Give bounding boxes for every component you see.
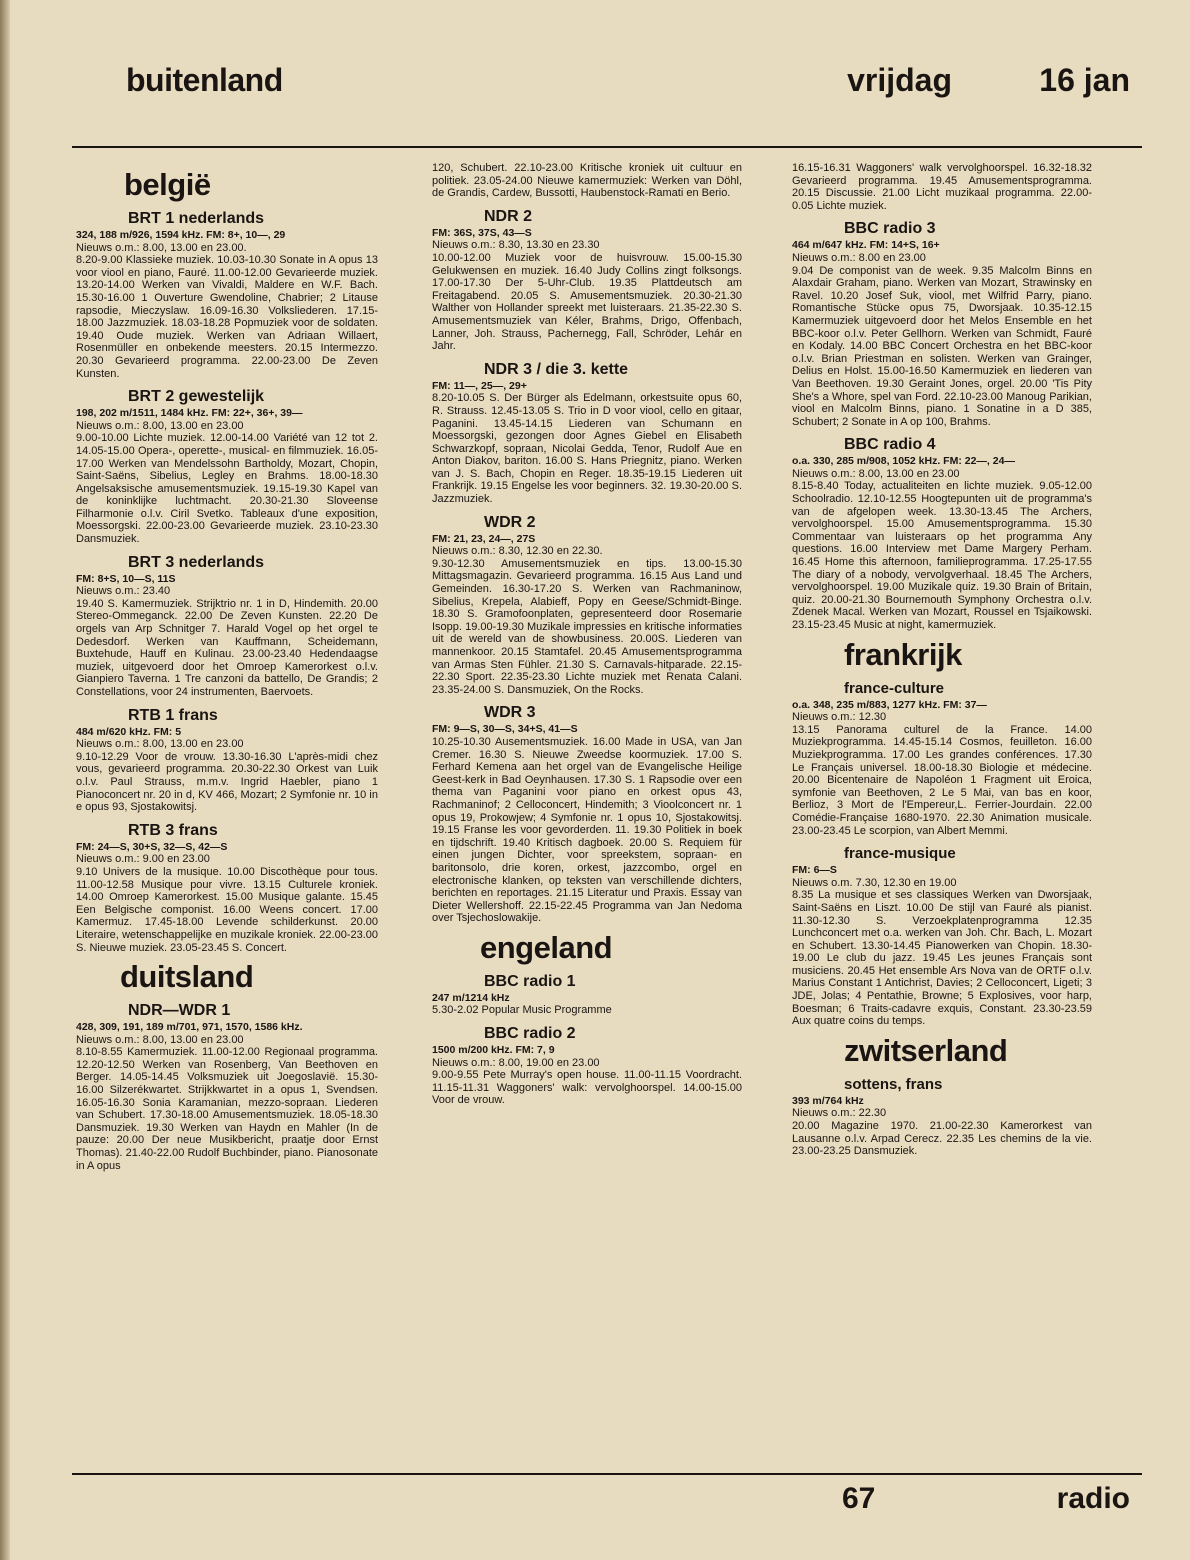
country-heading-duitsland: duitsland <box>120 959 254 995</box>
station-ndr3: NDR 3 / die 3. kette <box>484 360 629 378</box>
country-heading-belgie: belgië <box>124 167 211 202</box>
station-freq: FM: 11—, 25—, 29+ <box>432 379 527 392</box>
station-program: 13.15 Panorama culturel de la France. 14.00 Muziekprogramma. 14.45-15.14 Cosmos, feuilleton. 16.00 Muziekprogramma. 17.00 Les grandes conférences. 17.30 Le Français universel. 18.00-18.30 Biologie et médecine. 20.00 Bicentenaire de Napoléon 1 Fragment uit Eroica, symfonie van Beethoven, 2 Le 5 Mai, van bas en koor, Berlioz, 3 Mort de l'Empereur,L. Ferrier-Jourdain. 22.00 Comédie-Française 1680-1970. 22.30 Animation musicale. 23.00-23.45 Le scorpion, van Albert Memmi. <box>792 723 1092 837</box>
station-program: 9.04 De componist van de week. 9.35 Malcolm Binns en Alaxdair Graham, piano. Werken van Mozart, Strawinsky en Ravel. 10.20 Josef Suk, viool, met Wilfrid Parry, piano. Romantische Stücke opus 75, Dworsjaak. 10.35-12.15 Kamermuziek uitgevoerd door het Melos Ensemble en het BBC-koor o.l.v. Peter Gellhorn. Werken van Schmidt, Fauré en Kodaly. 14.00 BBC Concert Orchestra en het BBC-koor o.l.v. Brian Priestman en solisten. Werken van Grainger, Delius en Holst. 15.00-16.50 Kamermuziek en liederen van Van Beethoven. 19.30 Geraint Jones, orgel. 20.00 'Tis Pity She's a Whore, spel van Ford. 22.10-23.00 Manoug Parikian, viool en Malcolm Binns, piano. 1 Sonatine in a D 385, Schubert; 2 Sonate in A op 100, Brahms. <box>792 264 1092 428</box>
station-ndr-wdr1: NDR—WDR 1 <box>128 1002 231 1020</box>
station-news: Nieuws o.m.: 8.00, 13.00 en 23.00. <box>76 241 247 254</box>
station-program: 20.00 Magazine 1970. 21.00-22.30 Kamerorkest van Lausanne o.l.v. Arpad Cerecz. 22.35 Les chemins de la vie. 23.00-23.25 Dansmuziek. <box>792 1120 1092 1158</box>
bottom-rule <box>72 1473 1142 1475</box>
station-news: Nieuws o.m.: 22.30 <box>792 1107 887 1120</box>
station-program: 8.15-8.40 Today, actualiteiten en lichte muziek. 9.05-12.00 Schoolradio. 12.10-12.55 Hoogtepunten uit de programma's van de afgelopen week. 13.30-13.45 The Archers, vervolghoorspel. 15.00 Amusementsprogramma. 15.30 Commentaar van luisteraars op het programma Any questions. 16.00 Interview met Dame Margery Perham. 16.45 Home this afternoon, familieprogramma. 17.25-17.55 The diary of a nobody, vervolgverhaal. 18.45 The Archers, vervolghoorspel. 19.00 Muzikale quiz. 19.30 Brain of Britain, quiz. 20.00-21.30 Bournemouth Symphony Orchestra o.l.v. Zdenek Macal. Werken van Mozart, Roussel en Tsjaikowski. 23.15-23.45 Music at night, kamermuziek. <box>792 480 1092 631</box>
station-sottens: sottens, frans <box>844 1075 943 1093</box>
station-brt1: BRT 1 nederlands <box>128 210 265 227</box>
station-news: Nieuws o.m.: 9.00 en 23.00 <box>76 853 210 866</box>
station-brt3: BRT 3 nederlands <box>128 553 265 571</box>
station-program: 8.20-10.05 S. Der Bürger als Edelmann, orkestsuite opus 60, R. Strauss. 12.45-13.05 S. Trio in D voor viool, cello en gitaar, Paganini. 13.45-14.15 Liederen van Schumann en Moessorgski, gezongen door Agnes Giebel en Elisabeth Schwarzkopf, sopraan, Nicolai Gedda, Tenor, Rudolf Aue en Anton Diakov, bariton. 16.00 S. Hans Priegnitz, piano. Werken van J. S. Bach, Chopin en Reger. 18.35-19.15 Liederen uit Frankrijk. 19.15 Engelse les voor beginners. 32. 19.30-20.00 S. Jazzmuziek. <box>432 392 742 506</box>
station-news: Nieuws o.m.: 8.00, 13.00 en 23.00 <box>76 738 244 751</box>
station-wdr3: WDR 3 <box>484 704 536 722</box>
station-program: 19.40 S. Kamermuziek. Strijktrio nr. 1 in D, Hindemith. 20.00 Stereo-Ommeganck. 22.00 De Zeven Kunsten. 22.20 De orgels van Arp Schnitger 7. Harald Vogel op het orgel te Dedesdorf. Werken van Kauffmann, Scheidemann, Buxtehude, Hauff en Kulinau. 23.00-23.40 Hedendaagse muziek, uitgevoerd door het Omroep Kamerorkest o.l.v. Gianpiero Taverna. 1 Tre canzoni da battello, De Grandis; 2 Constellations, voor 24 instrumenten, Baervoets. <box>76 597 378 698</box>
station-news: Nieuws o.m.: 8.00, 13.00 en 23.00 <box>792 467 960 480</box>
station-brt2: BRT 2 gewestelijk <box>128 388 265 406</box>
station-program: 8.35 La musique et ses classiques Werken van Dworsjaak, Saint-Saëns en Liszt. 10.00 De stijl van Fauré als pianist. 11.30-12.30 S. Verzoekplatenprogramma 12.35 Lunchconcert met o.a. werken van Joh. Chr. Bach, L. Mozart en Schubert. 13.30-14.45 Pianowerken van Chopin. 18.30-19.00 Le club du jazz. 19.45 Les jeunes Français sont musiciens. 20.45 Het ensemble Ars Nova van de ORTF o.l.v. Marius Constant 1 Antichrist, Davies; 2 Celloconcert, Ligeti; 3 JDE, Jolas; 4 Pentathie, Browne; 5 Explosives, voor harp, Boesman; 6 Traits-cadavre exquis, Constant. 23.30-23.59 Aux quatre coins du temps. <box>792 889 1092 1028</box>
station-program: 9.10-12.29 Voor de vrouw. 13.30-16.30 L'après-midi chez vous, gevarieerd programma. 20.30-22.30 Orkest van Luik o.l.v. Paul Strauss, m.m.v. Ingrid Haebler, piano 1 Pianoconcert nr. 20 in d, KV 466, Mozart; 2 Symfonie nr. 10 in e opus 93, Sjostakowitsj. <box>76 750 378 814</box>
station-program: 9.00-10.00 Lichte muziek. 12.00-14.00 Variété van 12 tot 2. 14.05-15.00 Opera-, operette-, musical- en filmmuziek. 16.05-17.00 Werken van Mendelssohn Bartholdy, Mozart, Chopin, Saint-Saëns, Sibelius, Legley en Brahms. 18.00-18.30 Angelsaksische amusementsmuziek. 19.15-19.30 Kapel van de koninklijke luchtmacht. 20.30-21.30 Sloveense Filharmonie o.l.v. Ciril Svetko. Tableaux d'une exposition, Moessorgski. 22.00-23.00 Gevarieerde muziek. 23.10-23.30 Dansmuziek. <box>76 432 378 546</box>
station-freq: FM: 9—S, 30—S, 34+S, 41—S <box>432 723 578 736</box>
station-program: 9.10 Univers de la musique. 10.00 Discothèque pour tous. 11.00-12.58 Musique pour vivre. 13.15 Culturele kroniek. 14.00 Omroep Kamerorkest. 15.00 Musique galante. 15.45 Een Belgische componist. 16.00 Weens concert. 17.00 Kamermuz. 17.45-18.00 Levende schilderkunst. 20.00 Literaire, wetenschappelijke en muzikale kroniek. 22.00-23.00 S. Nieuwe muziek. 23.05-23.45 S. Concert. <box>76 865 378 954</box>
station-news: Nieuws o.m.: 8.30, 12.30 en 22.30. <box>432 545 603 558</box>
station-freq: FM: 8+S, 10—S, 11S <box>76 572 176 585</box>
station-bbc1: BBC radio 1 <box>484 972 576 990</box>
continued-program: 120, Schubert. 22.10-23.00 Kritische kroniek uit cultuur en politiek. 23.05-24.00 Nieuwe kamermuziek: Werken van Döhl, de Grandis, Cardew, Bussotti, Haubenstock-Ramati en Berio. <box>432 162 742 200</box>
station-program: 9.30-12.30 Amusementsmuziek en tips. 13.00-15.30 Mittagsmagazin. Gevarieerd programma. 16.15 Aus Land und Gemeinden. 16.30-17.20 S. Werken van Rachmaninow, Sibelius, Krepela, Alabieff, Popy en Geese/Schmidt-Binge. 18.30 S. Gramofoonplaten, gepresenteerd door Rosemarie Isopp. 19.00-19.30 Muzikale impressies en kritische informaties uit de wereld van de showbusiness. 20.00S. Liederen van mannenkoor. 20.15 Stamtafel. 20.45 Amusementsprogramma van Armas Sten Fühler. 21.30 S. Carnavals-hitparade. 22.15-22.30 Sport. 22.35-23.30 Lichte muziek met Renata Calani. 23.35-24.00 S. Dansmuziek, On the Rocks. <box>432 557 742 696</box>
continued-program: 16.15-16.31 Waggoners' walk vervolghoorspel. 16.32-18.32 Gevarieerd programma. 19.45 Amusementsprogramma. 20.15 Discussie. 21.00 Licht muzikaal programma. 22.00-0.05 Lichte muziek. <box>792 162 1092 212</box>
footer-section-label: radio <box>1056 1482 1130 1515</box>
station-freq: o.a. 330, 285 m/908, 1052 kHz. FM: 22—, 24— <box>792 455 1015 468</box>
station-freq: 1500 m/200 kHz. FM: 7, 9 <box>432 1044 555 1057</box>
column-2 <box>432 162 742 1107</box>
station-freq: 393 m/764 kHz <box>792 1094 864 1107</box>
station-freq: 464 m/647 kHz. FM: 14+S, 16+ <box>792 239 940 252</box>
station-rtb1: RTB 1 frans <box>128 706 218 724</box>
station-rtb3: RTB 3 frans <box>128 821 218 839</box>
page-number: 67 <box>842 1482 876 1515</box>
station-bbc3: BBC radio 3 <box>844 220 936 238</box>
station-france-culture: france-culture <box>844 679 945 697</box>
station-news: Nieuws o.m.: 12.30 <box>792 711 887 724</box>
station-freq: FM: 21, 23, 24—, 27S <box>432 532 536 545</box>
station-news: Nieuws o.m.: 23.40 <box>76 585 171 598</box>
page-header <box>120 62 1130 102</box>
station-news: Nieuws o.m.: 8.00, 13.00 en 23.00 <box>76 419 244 432</box>
station-freq: o.a. 348, 235 m/883, 1277 kHz. FM: 37— <box>792 698 987 711</box>
station-news: Nieuws o.m.: 8.00, 19.00 en 23.00 <box>432 1056 600 1069</box>
station-bbc2: BBC radio 2 <box>484 1025 576 1043</box>
station-wdr2: WDR 2 <box>484 513 536 531</box>
station-program: 5.30-2.02 Popular Music Programme <box>432 1004 612 1017</box>
station-program: 8.20-9.00 Klassieke muziek. 10.03-10.30 Sonate in A opus 13 voor viool en piano, Fauré. 11.00-12.00 Gevarieerde muziek. 13.20-14.00 Werken van Vivaldi, Maldere en W.F. Bach. 15.30-16.00 1 Ouverture Gwendoline, Chabrier; 2 Litause rapsodie, Mieczyslaw. 16.09-16.30 Volksliederen. 17.15-18.00 Jazzmuziek. 18.03-18.28 Popmuziek voor de soldaten. 19.40 Oude muziek. Werken van Adriaan Willaert, Rosenmüller en onbekende meesters. 20.15 Intermezzo. 20.30 Gevarieerd programma. 22.00-23.00 De Zeven Kunsten. <box>76 254 378 380</box>
station-freq: FM: 24—S, 30+S, 32—S, 42—S <box>76 840 228 853</box>
top-rule <box>72 146 1142 148</box>
column-3 <box>792 162 1092 1158</box>
station-france-musique: france-musique <box>844 845 956 863</box>
country-heading-engeland: engeland <box>480 929 613 965</box>
station-freq: 198, 202 m/1511, 1484 kHz. FM: 22+, 36+, 39— <box>76 407 303 420</box>
column-1 <box>76 162 378 1172</box>
station-freq: FM: 6—S <box>792 864 837 877</box>
station-freq: 247 m/1214 kHz <box>432 991 510 1004</box>
page-binding-edge <box>0 0 10 1560</box>
station-program: 8.10-8.55 Kamermuziek. 11.00-12.00 Regionaal programma. 12.20-12.50 Werken van Rosenberg, Van Beethoven en Berger. 14.05-14.45 Volksmuziek uit Joegoslavië. 15.30-16.00 Silzerékwartet. Strijkkwartet in a opus 1, Svendsen. 16.05-16.30 Sonia Karamanian, mezzo-sopraan. Liederen van Schubert. 17.30-18.00 Amusementsmuziek. 18.05-18.30 Dansmuziek. 19.30 Werken van Haydn en Mahler (In de pauze: 20.00 Der neue Musikbericht, praatje door Ernst Thomas). 21.40-22.00 Rudolf Buchbinder, piano. Pianosonate in A opus <box>76 1046 378 1172</box>
station-news: Nieuws o.m. 7.30, 12.30 en 19.00 <box>792 876 957 889</box>
header-day: vrijdag <box>847 62 952 98</box>
station-bbc4: BBC radio 4 <box>844 436 936 454</box>
station-news: Nieuws o.m.: 8.00 en 23.00 <box>792 251 926 264</box>
station-freq: 484 m/620 kHz. FM: 5 <box>76 725 182 738</box>
header-date: 16 jan <box>1039 62 1130 98</box>
station-freq: 428, 309, 191, 189 m/701, 971, 1570, 1586 kHz. <box>76 1021 303 1034</box>
station-program: 9.00-9.55 Pete Murray's open house. 11.00-11.15 Voordracht. 11.15-11.31 Waggoners' walk: vervolghoorspel. 14.00-15.00 Voor de vrouw. <box>432 1069 742 1107</box>
section-title: buitenland <box>126 62 283 98</box>
country-heading-zwitserland: zwitserland <box>844 1032 1008 1068</box>
station-news: Nieuws o.m.: 8.00, 13.00 en 23.00 <box>76 1033 244 1046</box>
station-freq: 324, 188 m/926, 1594 kHz. FM: 8+, 10—, 29 <box>76 229 286 241</box>
station-ndr2: NDR 2 <box>484 207 533 225</box>
station-news: Nieuws o.m.: 8.30, 13.30 en 23.30 <box>432 239 600 252</box>
station-freq: FM: 36S, 37S, 43—S <box>432 226 532 239</box>
station-program: 10.00-12.00 Muziek voor de huisvrouw. 15.00-15.30 Gelukwensen en muziek. 16.40 Judy Collins zingt folksongs. 17.00-17.30 Der 5-Uhr-Club. 19.35 Plattdeutsch am Freitagabend. 20.05 S. Amusementsmuziek. 20.30-21.30 Walther von Hollander spreekt met luisteraars. 21.35-22.30 S. Amusementsmuziek van Kéler, Brahms, Drigo, Offenbach, Lanner, Joh. Strauss, Pachernegg, Fall, Schröder, Lehár en Jahr. <box>432 251 742 353</box>
station-program: 10.25-10.30 Ausementsmuziek. 16.00 Made in USA, van Jan Cremer. 16.30 S. Nieuwe Zweedse koormuziek. 17.00 S. Ferhard Kemena aan het orgel van de Evangelische Heilige Geest-kerk in Bad Oeynhausen. 17.30 S. 1 Rapsodie over een thema van Paganini voor piano en orkest opus 43, Rachmaninof; 2 Celloconcert, Hindemith; 3 Vioolconcert nr. 1 opus 19, Prokowjew; 4 Symfonie nr. 1 opus 10, Sjostakowitsj. 19.15 Franse les voor gevorderden. 11. 19.30 Politiek in boek en tijdschrift. 19.40 Kritisch dagboek. 20.00 S. Requiem für einen jungen Dichter, voor spreekstem, sopraan- en baritonsolo, drie koren, orkest, jazzcombo, orgel en electronische klanken, op teksten van verschillende dichters, berichten en reportages. 21.15 Literatur und Praxis. Essay van Dieter Wellershoff. 22.15-22.45 Programma van Jan Nedoma over Tsjechoslowakije. <box>432 735 742 925</box>
country-heading-frankrijk: frankrijk <box>844 636 962 672</box>
